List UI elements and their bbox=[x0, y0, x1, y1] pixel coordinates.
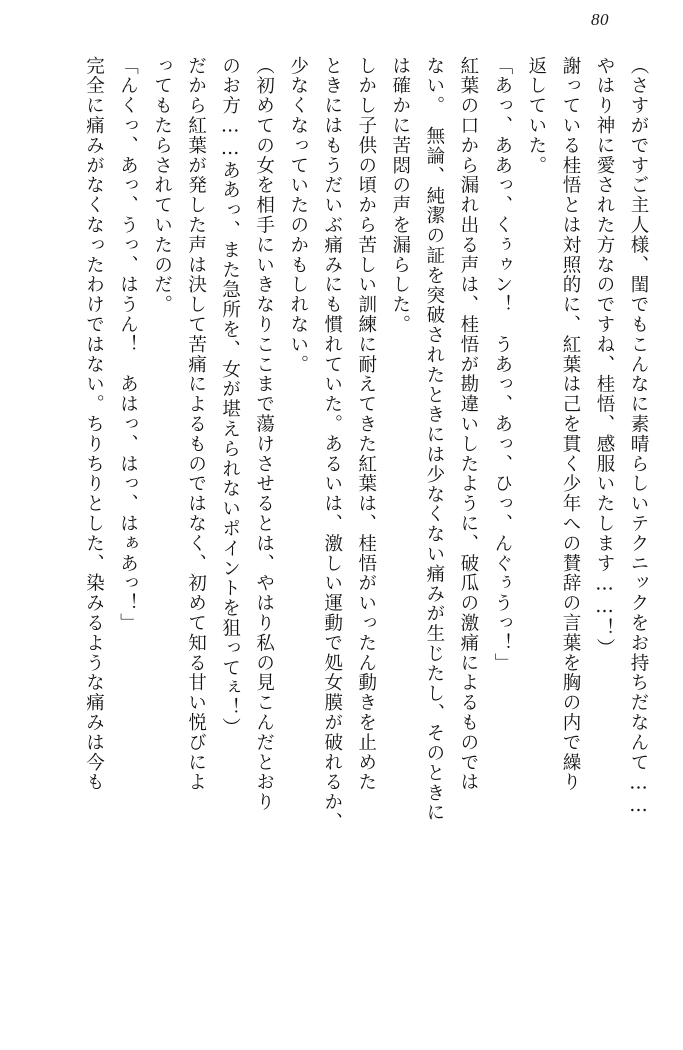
paragraph: のお方……ああっ、また急所を、女が堪えられないポイントを狙ってぇ！） bbox=[219, 56, 241, 738]
paragraph: ときにはもうだいぶ痛みにも慣れていた。あるいは、激しい運動で処女膜が破れるか、 bbox=[321, 56, 343, 833]
paragraph: ない。 無論、純潔の証を突破されたときには少なくない痛みが生じたし、そのときに bbox=[423, 56, 445, 823]
paragraph: 完全に痛みがなくなったわけではない。ちりちりとした、染みるような痛みは今も bbox=[83, 56, 105, 793]
page-number: 80 bbox=[591, 10, 609, 29]
body-text-block bbox=[34, 56, 655, 1006]
paragraph: 謝っている桂悟とは対照的に、紅葉は己を貫く少年への賛辞の言葉を胸の内で繰り bbox=[559, 56, 581, 793]
paragraph: 紅葉の口から漏れ出る声は、桂悟が勘違いしたように、破瓜の激痛によるものでは bbox=[457, 56, 479, 793]
paragraph: 「んくっ、あっ、うっ、はうん！ あはっ、はっ、はぁあっ！」 bbox=[117, 56, 139, 634]
paragraph: だから紅葉が発した声は決して苦痛によるものではなく、初めて知る甘い悦びによ bbox=[185, 56, 207, 793]
paragraph: 返していた。 bbox=[525, 56, 547, 176]
paragraph: しかし子供の頃から苦しい訓練に耐えてきた紅葉は、桂悟がいったん動きを止めた bbox=[355, 56, 377, 793]
paragraph: やはり神に愛された方なのですね、桂悟、感服いたします……！） bbox=[593, 56, 615, 658]
paragraph: （さすがですご主人様、閨でもこんなに素晴らしいテクニックをお持ちだなんて…… bbox=[628, 56, 649, 818]
paragraph: ってもたらされていたのだ。 bbox=[151, 56, 173, 315]
paragraph: 少なくなっていたのかもしれない。 bbox=[287, 56, 309, 375]
paragraph: 「あっ、ああっ、くぅゥン！ うあっ、あっ、ひっ、んぐぅうっ！」 bbox=[491, 56, 513, 673]
paragraph: （初めての女を相手にいきなりここまで蕩けさせるとは、やはり私の見こんだとおり bbox=[253, 56, 275, 813]
paragraph: は確かに苦悶の声を漏らした。 bbox=[389, 56, 411, 335]
